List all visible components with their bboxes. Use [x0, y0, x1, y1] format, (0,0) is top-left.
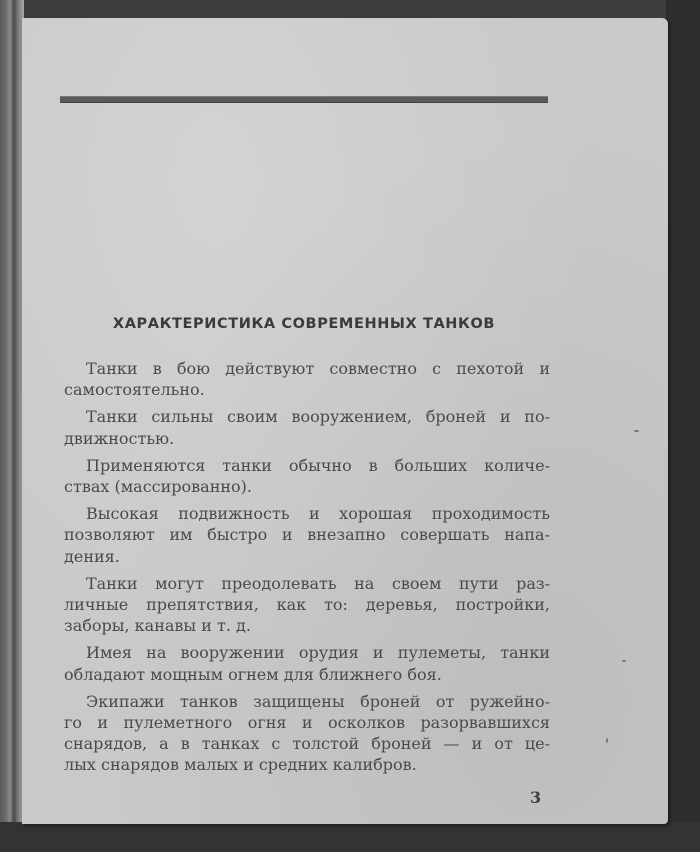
header-rule [60, 96, 548, 103]
text-line: го и пулеметного огня и осколков разорвавшихся [64, 713, 550, 733]
text-line: снарядов, а в танках с толстой броней — и от це- [64, 734, 550, 754]
text-line: Экипажи танков защищены броней от ружейно- [86, 691, 550, 711]
paper-speck [622, 660, 626, 662]
paragraph [64, 358, 550, 400]
text-line: движностью. [64, 428, 175, 448]
scan-binding-edge [0, 0, 24, 852]
text-line: дения. [64, 546, 120, 566]
paragraph [64, 691, 550, 776]
book-page [22, 18, 668, 824]
paragraph [64, 455, 550, 497]
text-line: заборы, канавы и т. д. [64, 616, 251, 636]
text-line: ствах (массированно). [64, 477, 252, 497]
text-line: Танки могут преодолевать на своем пути раз- [86, 573, 550, 593]
text-line: позволяют им быстро и внезапно совершать напа- [64, 525, 550, 545]
scan-background-bottom [0, 822, 700, 852]
scan-background-right [666, 0, 700, 852]
paragraph [64, 642, 550, 684]
text-line: лых снарядов малых и средних калибров. [64, 755, 417, 775]
text-line: Высокая подвижность и хорошая проходимость [86, 504, 550, 524]
text-line: самостоятельно. [64, 380, 205, 400]
paragraph [64, 503, 550, 567]
body-text [64, 358, 550, 782]
chapter-heading: ХАРАКТЕРИСТИКА СОВРЕМЕННЫХ ТАНКОВ [112, 316, 496, 332]
paper-speck [606, 738, 608, 743]
paragraph [64, 573, 550, 637]
text-line: Танки в бою действуют совместно с пехотой и [86, 359, 550, 378]
text-line: Применяются танки обычно в больших количе- [86, 455, 550, 475]
text-line: Имея на вооружении орудия и пулеметы, танки [86, 643, 550, 663]
text-line: Танки сильны своим вооружением, броней и по- [86, 407, 550, 427]
page-number: 3 [530, 788, 542, 807]
paper-speck [634, 430, 639, 432]
paragraph [64, 406, 550, 448]
text-line: личные препятствия, как то: деревья, постройки, [64, 595, 550, 615]
text-line: обладают мощным огнем для ближнего боя. [64, 664, 442, 684]
